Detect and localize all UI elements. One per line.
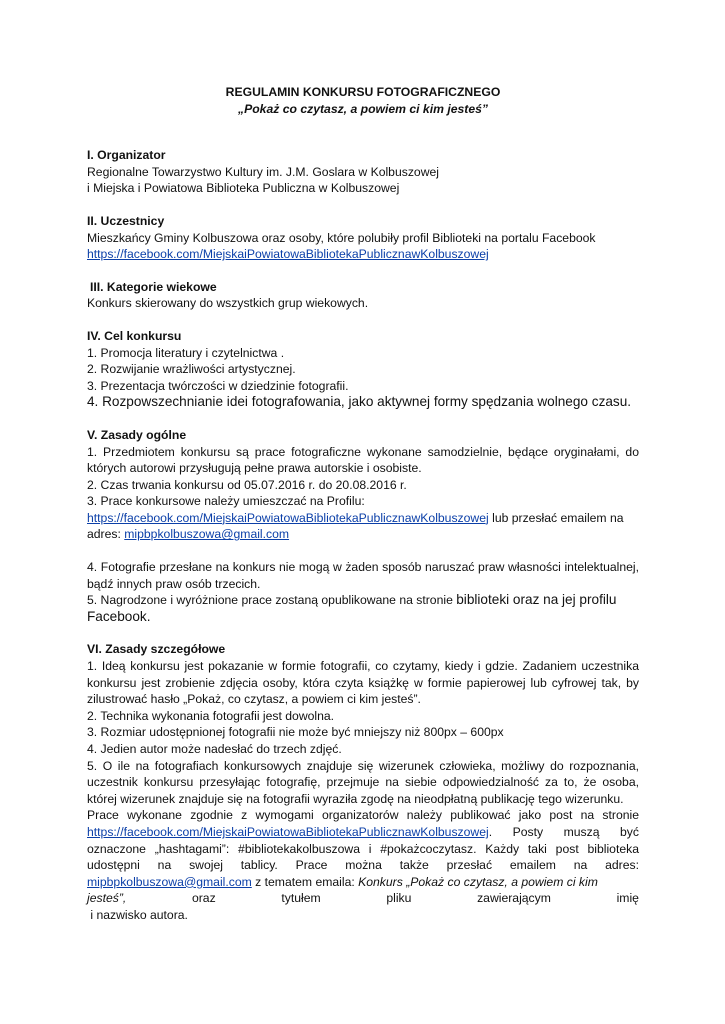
section-heading: II. Uczestnicy: [87, 213, 165, 228]
list-item: 3. Prace konkursowe należy umieszczać na Profilu:: [87, 494, 365, 509]
organizer-line-1: Regionalne Towarzystwo Kultury im. J.M. Goslara w Kolbuszowej: [87, 164, 439, 179]
document-page: [87, 84, 639, 924]
section-goals: [87, 328, 639, 411]
section-heading: III. Kategorie wiekowe: [90, 279, 217, 294]
list-item: 4. Rozpowszechnianie idei fotografowania, jako aktywnej formy spędzania wolnego czasu.: [87, 394, 632, 410]
list-item: 4. Fotografie przesłane na konkurs nie mogą w żaden sposób naruszać praw własności intelektualnej, bądź innych praw osób trzecich.: [87, 560, 639, 591]
participants-text: Mieszkańcy Gminy Kolbuszowa oraz osoby, które polubiły profil Biblioteki na portalu Facebook: [87, 230, 596, 245]
text-fragment: 5. Nagrodzone i wyróżnione prace zostaną opublikowane na stronie: [87, 593, 457, 608]
final-line: i nazwisko autora.: [87, 907, 188, 922]
section-heading: IV. Cel konkursu: [87, 328, 182, 343]
list-item: [87, 510, 639, 543]
age-categories-text: Konkurs skierowany do wszystkich grup wiekowych.: [87, 296, 369, 311]
text-fragment: . Posty muszą być oznaczone „hashtagami”: #bibliotekakolbuszowa i #pokażcoczytasz. Każdy taki post biblioteka udostępni na swojej tablicy. Prace można także przesłać emailem na adres:: [87, 824, 639, 873]
list-item: 4. Jedien autor może nadesłać do trzech zdjęć.: [87, 742, 342, 756]
section-heading: V. Zasady ogólne: [87, 427, 187, 442]
list-item: 5. O ile na fotografiach konkursowych znajduje się wizerunek człowieka, możliwy do rozpoznania, uczestnik konkursu przesyłając fotografię, przejmuje na siebie odpowiedzialność za to, że osoba, której wizerunek znajduje się na fotografii wyraziła zgodę na nieodpłatną publikację tego wizerunku.: [87, 758, 639, 806]
submission-paragraph: [87, 807, 639, 890]
section-general-rules: [87, 427, 639, 626]
word: pliku: [386, 891, 412, 906]
list-item: 1. Przedmiotem konkursu są prace fotograficzne wykonane samodzielnie, będące oryginałami, do których autorowi przysługują pełne prawa autorskie i osobiste.: [87, 444, 639, 476]
text-fragment: biblioteki oraz na jej profilu Facebook.: [87, 592, 617, 624]
list-item: 2. Technika wykonania fotografii jest dowolna.: [87, 708, 335, 723]
text-fragment: lub przesłać emailem na adres:: [87, 510, 624, 542]
word: oraz: [191, 891, 216, 906]
email-subject: Konkurs „Pokaż co czytasz, a powiem ci kim: [358, 874, 598, 889]
list-item: 2. Czas trwania konkursu od 05.07.2016 r. do 20.08.2016 r.: [87, 477, 407, 492]
list-item: 3. Prezentacja twórczości w dziedzinie fotografii.: [87, 378, 349, 393]
list-item: 1. Ideą konkursu jest pokazanie w formie fotografii, co czytamy, kiedy i gdzie. Zadaniem uczestnika konkursu jest zrobienie zdjęcia osoby, która czyta książkę w formie papierowej lub cyfrowej tak, by zilustrować hasło „Pokaż, co czytasz, a powiem ci kim jesteś”.: [87, 659, 639, 707]
section-age-categories: [87, 279, 639, 312]
section-participants: [87, 213, 639, 263]
facebook-link[interactable]: https://facebook.com/MiejskaiPowiatowaBibliotekaPublicznawKolbuszowej: [87, 510, 489, 525]
document-subtitle: „Pokaż co czytasz, a powiem ci kim jesteś”: [238, 101, 488, 116]
document-title: REGULAMIN KONKURSU FOTOGRAFICZNEGO: [225, 85, 501, 99]
section-organizer: [87, 147, 639, 197]
email-link[interactable]: mipbpkolbuszowa@gmail.com: [87, 874, 252, 889]
text-fragment: Prace wykonane zgodnie z wymogami organizatorów należy publikować jako post na stronie: [87, 808, 639, 823]
section-heading: I. Organizator: [87, 148, 166, 163]
justified-line: [87, 890, 639, 907]
email-link[interactable]: mipbpkolbuszowa@gmail.com: [124, 527, 290, 542]
facebook-link[interactable]: https://facebook.com/MiejskaiPowiatowaBibliotekaPublicznawKolbuszowej: [87, 824, 489, 839]
word: zawierającym: [477, 891, 551, 906]
word: imię: [616, 891, 639, 906]
list-item: 2. Rozwijanie wrażliwości artystycznej.: [87, 362, 296, 377]
list-item: [87, 592, 639, 625]
email-subject-end: jesteś”,: [87, 891, 127, 906]
word: tytułem: [281, 891, 321, 906]
section-heading: VI. Zasady szczegółowe: [87, 642, 226, 657]
text-fragment: z tematem emaila:: [251, 874, 359, 889]
facebook-link[interactable]: https://facebook.com/MiejskaiPowiatowaBibliotekaPublicznawKolbuszowej: [87, 247, 489, 262]
list-item: 1. Promocja literatury i czytelnictwa .: [87, 345, 285, 360]
organizer-line-2: i Miejska i Powiatowa Biblioteka Publiczna w Kolbuszowej: [87, 181, 400, 196]
section-detailed-rules: [87, 641, 639, 923]
list-item: 3. Rozmiar udostępnionej fotografii nie może być mniejszy niż 800px – 600px: [87, 725, 504, 740]
